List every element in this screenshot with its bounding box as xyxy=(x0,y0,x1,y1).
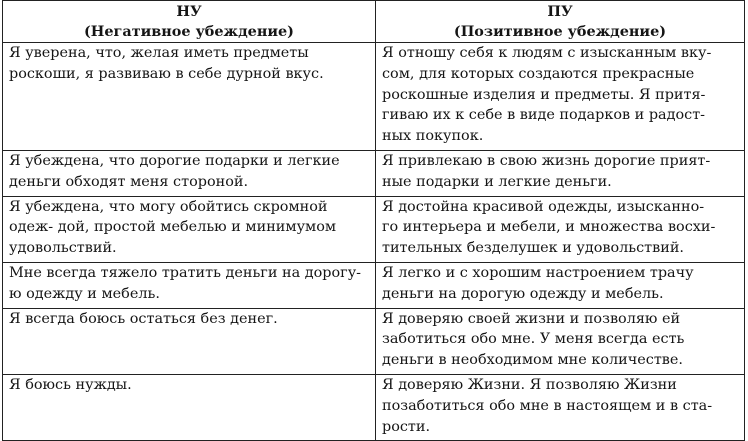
positive-belief-cell xyxy=(376,43,745,151)
positive-header-abbr: ПУ xyxy=(547,3,573,20)
positive-belief-text: Я доверяю своей жизни и позволяю ей заботиться обо мне. У меня всегда есть деньги в необходимом мне количестве. xyxy=(382,310,685,369)
negative-belief-text: Я всегда боюсь остаться без денег. xyxy=(9,310,278,327)
positive-belief-text: Я привлекаю в свою жизнь дорогие прият- ные подарки и легкие деньги. xyxy=(382,152,711,190)
negative-belief-cell xyxy=(3,43,376,151)
table-header-row xyxy=(3,1,745,43)
positive-header-title: (Позитивное убеждение) xyxy=(453,22,667,40)
table-row xyxy=(3,262,745,308)
negative-belief-cell xyxy=(3,196,376,262)
positive-belief-cell xyxy=(376,374,745,440)
beliefs-table xyxy=(2,0,745,441)
table-row xyxy=(3,308,745,374)
table-row xyxy=(3,196,745,262)
positive-belief-text: Я достойна красивой одежды, изысканно- го интерьера и мебели, и множества восхи- тительных безделушек и удовольствий. xyxy=(382,198,716,257)
negative-belief-cell xyxy=(3,308,376,374)
negative-belief-header xyxy=(3,1,376,43)
positive-belief-cell xyxy=(376,262,745,308)
negative-belief-text: Я боюсь нужды. xyxy=(9,376,132,393)
negative-belief-text: Я убеждена, что могу обойтись скромной одеж- дой, простой мебелью и минимумом удовольствий. xyxy=(9,198,337,257)
negative-belief-cell xyxy=(3,262,376,308)
negative-belief-cell xyxy=(3,374,376,440)
table-row xyxy=(3,374,745,440)
negative-belief-text: Я убеждена, что дорогие подарки и легкие деньги обходят меня стороной. xyxy=(9,152,340,190)
negative-header-title: (Негативное убеждение) xyxy=(83,22,294,40)
positive-belief-header xyxy=(376,1,745,43)
table-row xyxy=(3,150,745,196)
positive-belief-cell xyxy=(376,308,745,374)
negative-belief-cell xyxy=(3,150,376,196)
table-row xyxy=(3,43,745,151)
positive-belief-text: Я отношу себя к людям с изысканным вку- сом, для которых создаются прекрасные роскошные изделия и предметы. Я притя- гиваю их к себе в виде подарков и радост- ных покупок. xyxy=(382,45,712,145)
negative-belief-text: Мне всегда тяжело тратить деньги на дорогу- ю одежду и мебель. xyxy=(9,264,362,302)
positive-belief-cell xyxy=(376,150,745,196)
negative-belief-text: Я уверена, что, желая иметь предметы роскоши, я развиваю в себе дурной вкус. xyxy=(9,45,324,82)
positive-belief-text: Я доверяю Жизни. Я позволяю Жизни позаботиться обо мне в настоящем и в ста- рости. xyxy=(382,376,713,435)
negative-header-abbr: НУ xyxy=(176,3,202,20)
positive-belief-cell xyxy=(376,196,745,262)
positive-belief-text: Я легко и с хорошим настроением трачу деньги на дорогую одежду и мебель. xyxy=(382,264,694,302)
